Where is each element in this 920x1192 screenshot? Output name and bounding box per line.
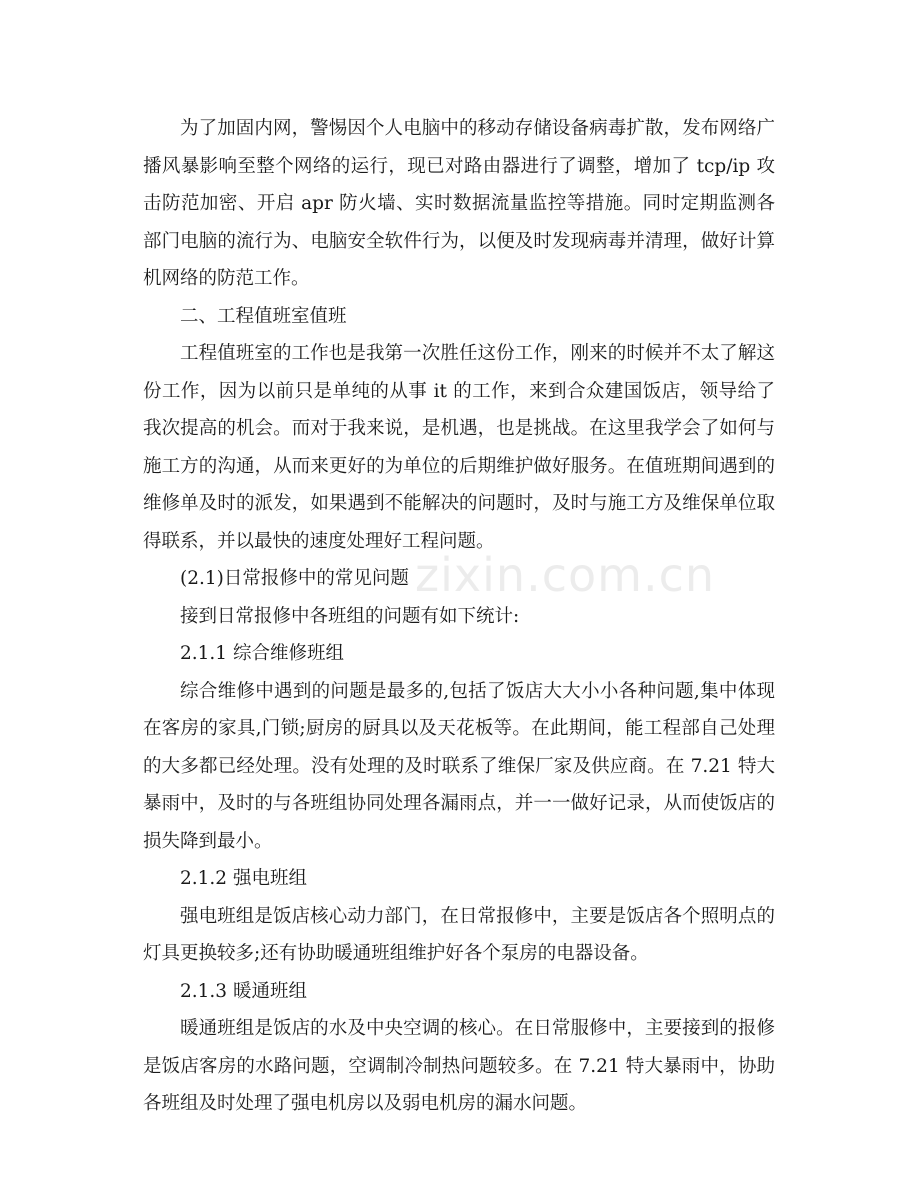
paragraph-general-maintenance: 综合维修中遇到的问题是最多的,包括了饭店大大小小各种问题,集中体现在客房的家具,门锁;厨房的厨具以及天花板等。在此期间，能工程部自己处理的大多都已经处理。没有处理的及时联系了维保厂家及供应商。在 7.21 特大暴雨中，及时的与各班组协同处理各漏雨点，并一一做好记录，从而使饭店的损失降到最小。 bbox=[143, 680, 775, 852]
heading-high-voltage-team: 2.1.2 强电班组 bbox=[180, 868, 307, 889]
section-heading-engineering-duty: 二、工程值班室值班 bbox=[180, 305, 347, 327]
heading-hvac-team: 2.1.3 暖通班组 bbox=[180, 980, 307, 1002]
paragraph-high-voltage: 强电班组是饭店核心动力部门，在日常报修中，主要是饭店各个照明点的灯具更换较多;还有协助暖通班组维护好各个泵房的电器设备。 bbox=[143, 905, 775, 964]
watermark: zixin.com.cn bbox=[415, 548, 716, 602]
paragraph-duty-room: 工程值班室的工作也是我第一次胜任这份工作，刚来的时候并不太了解这份工作，因为以前只是单纯的从事 it 的工作，来到合众建国饭店，领导给了我次提高的机会。而对于我来说，是机遇，也是挑战。在这里我学会了如何与施工方的沟通，从而来更好的为单位的后期维护做好服务。在值班期间遇到的维修单及时的派发，如果遇到不能解决的问题时，及时与施工方及维保单位取得联系，并以最快的速度处理好工程问题。 bbox=[143, 343, 775, 552]
paragraph-network-security: 为了加固内网，警惕因个人电脑中的移动存储设备病毒扩散，发布网络广播风暴影响至整个网络的运行，现已对路由器进行了调整，增加了 tcp/ip 攻击防范加密、开启 apr 防火墙、实时数据流量监控等措施。同时定期监测各部门电脑的流行为、电脑安全软件行为，以便及时发现病毒并清理，做好计算机网络的防范工作。 bbox=[143, 118, 775, 289]
heading-general-maintenance-team: 2.1.1 综合维修班组 bbox=[180, 643, 344, 664]
subsection-heading-common-issues: (2.1)日常报修中的常见问题 bbox=[180, 568, 409, 589]
paragraph-hvac: 暖通班组是饭店的水及中央空调的核心。在日常服修中，主要接到的报修是饭店客房的水路问题，空调制冷制热问题较多。在 7.21 特大暴雨中，协助各班组及时处理了强电机房以及弱电机房的漏水问题。 bbox=[143, 1018, 775, 1114]
document-body bbox=[143, 110, 775, 1123]
statistics-intro-line: 接到日常报修中各班组的问题有如下统计: bbox=[180, 605, 520, 627]
